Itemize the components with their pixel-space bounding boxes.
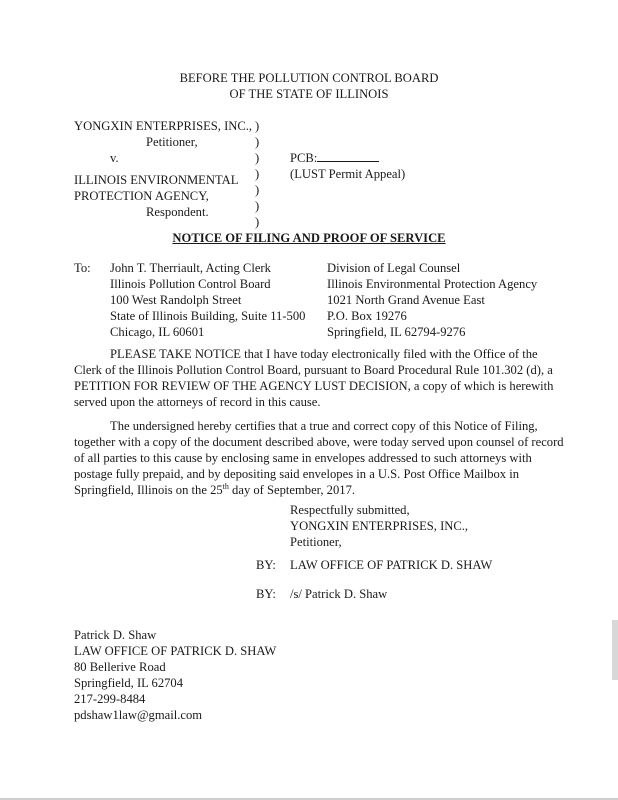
certification-line: postage fully prepaid, and by depositing said envelopes in a U.S. Post Office Mailbox in [74,467,520,481]
certification-line: The undersigned hereby certifies that a true and correct copy of this Notice of Filing, [110,419,538,433]
caption-paren: ) [255,183,260,197]
case-type: (LUST Permit Appeal) [290,167,406,181]
pcb-number-field [290,150,379,166]
attorney-name: Patrick D. Shaw [74,628,157,642]
caption-paren: ) [255,199,260,213]
attorney-firm: LAW OFFICE OF PATRICK D. SHAW [74,644,277,658]
document-title: NOTICE OF FILING AND PROOF OF SERVICE [172,231,446,245]
petitioner-role: Petitioner, [146,135,198,149]
caption-paren: ) [255,135,260,149]
addressee-right-line: Illinois Environmental Protection Agency [327,277,538,291]
caption-paren: ) [255,119,260,133]
caption-paren: ) [255,215,260,229]
addressee-left-line: 100 West Randolph Street [110,293,242,307]
respondent-name-line-1: ILLINOIS ENVIRONMENTAL [74,173,239,187]
notice-line: Clerk of the Illinois Pollution Control Board, pursuant to Board Procedural Rule 101.302 (d), a [74,363,553,377]
signature-role: Petitioner, [290,535,342,549]
date-ordinal-suffix: th [222,481,229,491]
signature-party: YONGXIN ENTERPRISES, INC., [290,519,469,533]
addressee-left-line: State of Illinois Building, Suite 11-500 [110,309,306,323]
respondent-name-line-2: PROTECTION AGENCY, [74,189,209,203]
by-label-2: BY: [256,587,276,601]
caption-parentheses [255,118,259,230]
addressee-left [110,260,305,340]
addressee-right [327,260,537,340]
respondent-role: Respondent. [146,205,209,219]
attorney-phone: 217-299-8484 [74,692,146,706]
caption-paren: ) [255,151,260,165]
court-name-line-1: BEFORE THE POLLUTION CONTROL BOARD [179,71,439,85]
versus: v. [110,151,119,165]
addressee-right-line: Division of Legal Counsel [327,261,461,275]
certification-date-line [74,482,542,498]
pcb-number-blank [317,150,379,162]
by-value-2: /s/ Patrick D. Shaw [290,587,388,601]
notice-line: served upon the attorneys of record in this cause. [74,395,321,409]
addressee-left-line: Illinois Pollution Control Board [110,277,271,291]
scan-edge-shadow [612,620,618,680]
addressee-left-line: Chicago, IL 60601 [110,325,205,339]
by-value-1: LAW OFFICE OF PATRICK D. SHAW [290,558,493,572]
caption-paren: ) [255,167,260,181]
certification-paragraph [74,418,564,498]
date-text-before: Springfield, Illinois on the 25 [74,483,223,497]
pcb-label: PCB: [290,151,318,165]
certification-line: together with a copy of the document described above, were today served upon counsel of record [74,435,564,449]
addressee-right-line: P.O. Box 19276 [327,309,407,323]
signature-closing: Respectfully submitted, [290,503,410,517]
notice-paragraph [74,346,554,410]
petitioner-name: YONGXIN ENTERPRISES, INC., [74,119,253,133]
attorney-city: Springfield, IL 62704 [74,676,184,690]
attorney-street: 80 Bellerive Road [74,660,166,674]
signature-block [290,502,468,550]
addressee-right-line: 1021 North Grand Avenue East [327,293,485,307]
attorney-block [74,627,276,723]
notice-line: PETITION FOR REVIEW OF THE AGENCY LUST DECISION, a copy of which is herewith [74,379,554,393]
attorney-email: pdshaw1law@gmail.com [74,708,203,722]
addressee-right-line: Springfield, IL 62794-9276 [327,325,466,339]
certification-line: of all parties to this cause by enclosing same in envelopes addressed to such attorneys with [74,451,532,465]
by-label-1: BY: [256,558,276,572]
court-name-line-2: OF THE STATE OF ILLINOIS [229,87,389,101]
notice-line: PLEASE TAKE NOTICE that I have today electronically filed with the Office of the [110,347,538,361]
to-label: To: [74,261,91,275]
addressee-left-line: John T. Therriault, Acting Clerk [110,261,271,275]
date-text-after: day of September, 2017. [228,483,356,497]
